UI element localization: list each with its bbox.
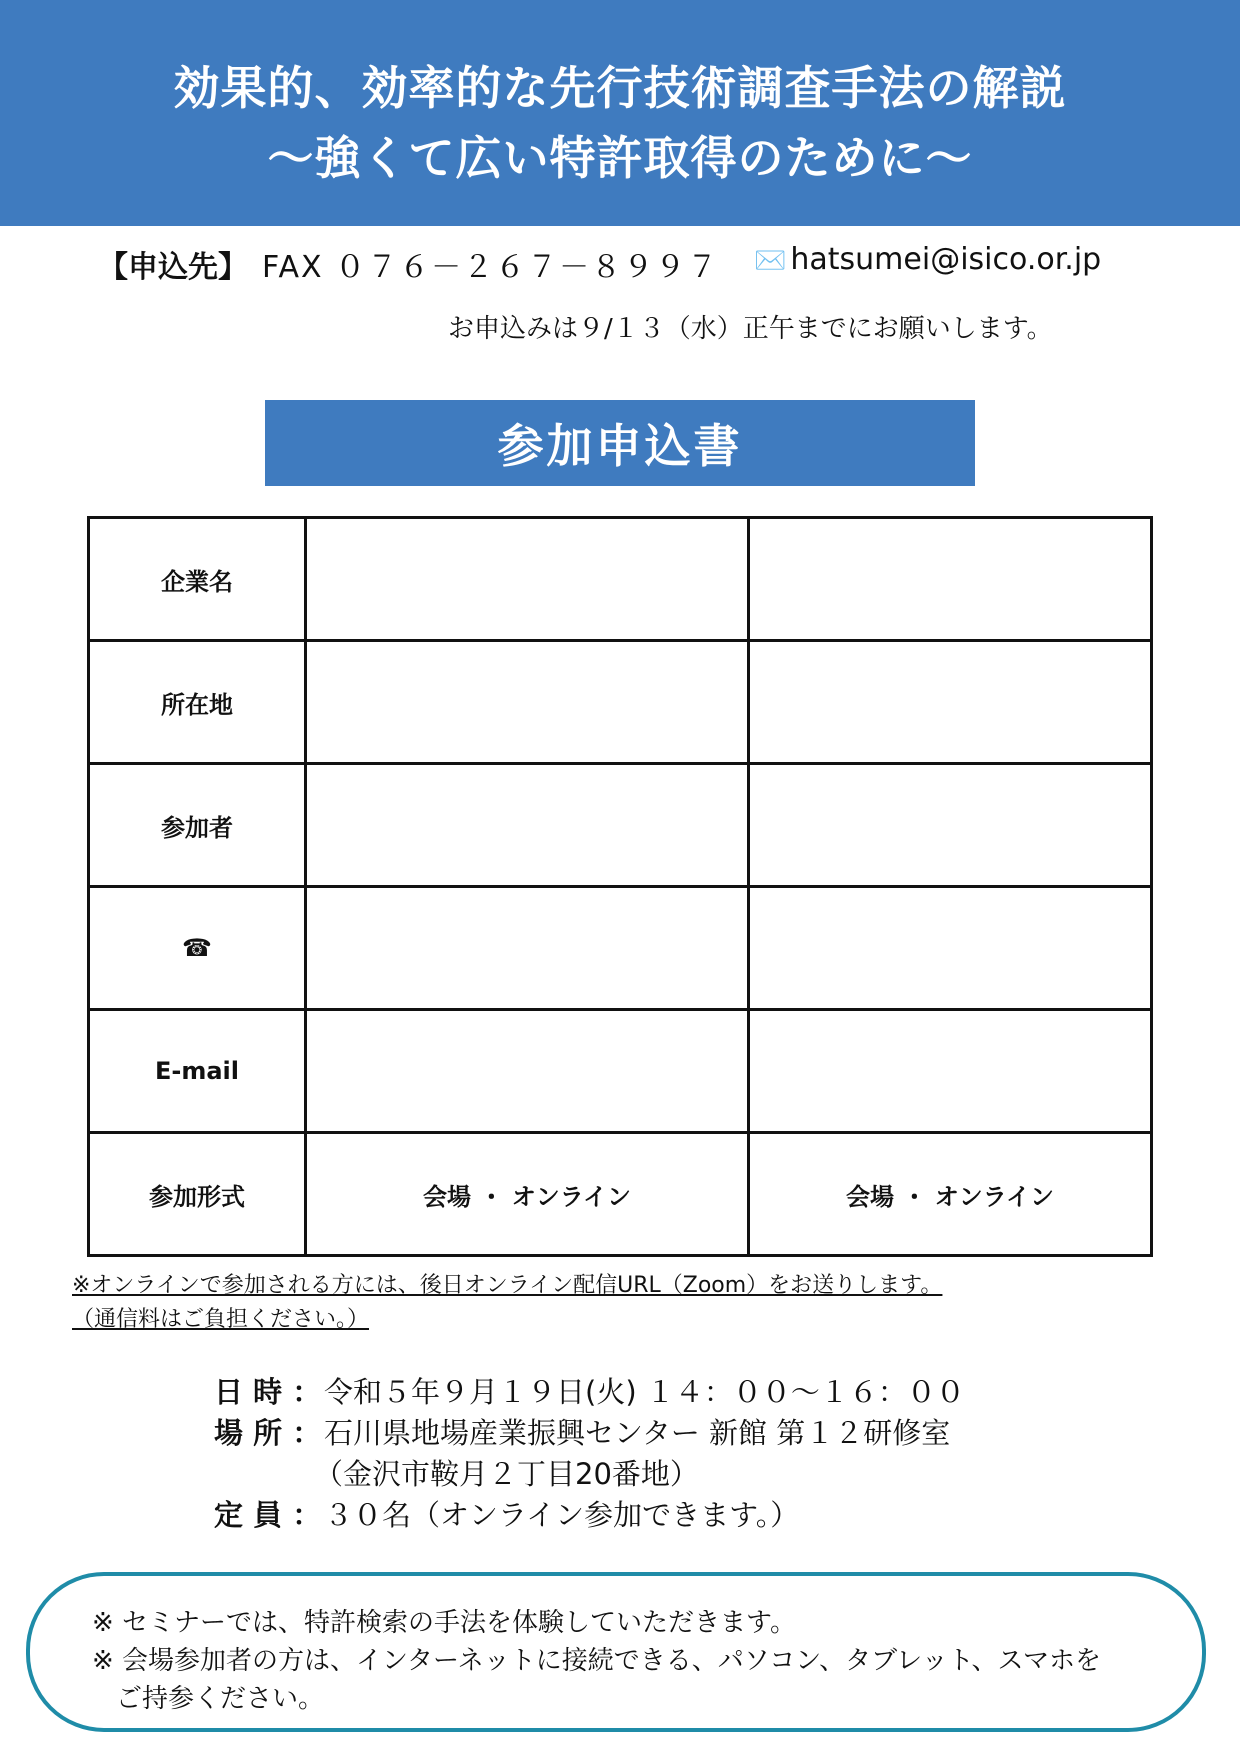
place-label: 場 所 ： [214, 1416, 322, 1450]
company-field-1[interactable] [306, 518, 749, 641]
event-details [214, 1372, 965, 1536]
row-label-email: E-mail [89, 1010, 306, 1133]
envelope-icon: ✉️ [754, 246, 787, 276]
email-contact [754, 242, 1101, 277]
address-field-1[interactable] [306, 641, 749, 764]
page-title: 効果的、効率的な先行技術調査手法の解説 [173, 61, 1067, 115]
address-value: （金沢市鞍月２丁目20番地） [314, 1457, 699, 1491]
table-row [89, 1133, 1152, 1256]
row-label-format: 参加形式 [89, 1133, 306, 1256]
place-row [214, 1413, 965, 1454]
table-row [89, 887, 1152, 1010]
email-field-1[interactable] [306, 1010, 749, 1133]
address-row [214, 1454, 965, 1495]
fax-contact [98, 242, 719, 286]
row-label-phone: ☎ [182, 934, 212, 962]
row-label-company: 企業名 [89, 518, 306, 641]
date-label: 日 時 ： [214, 1375, 322, 1409]
title-banner [0, 0, 1240, 226]
notice-box [26, 1572, 1206, 1732]
application-form-table [87, 516, 1153, 1257]
table-row [89, 1010, 1152, 1133]
phone-field-1[interactable] [306, 887, 749, 1010]
notice-line-3: ご持参ください。 [116, 1684, 325, 1714]
table-row [89, 764, 1152, 887]
row-label-participant: 参加者 [89, 764, 306, 887]
fax-number: FAX ０７６－２６７－８９９７ [262, 250, 720, 285]
notice-line-2: ※ 会場参加者の方は、インターネットに接続できる、パソコン、タブレット、スマホを [92, 1646, 1101, 1676]
capacity-row [214, 1495, 965, 1536]
participant-field-2[interactable] [749, 764, 1152, 887]
row-label-address: 所在地 [89, 641, 306, 764]
phone-icon [89, 887, 306, 1010]
participant-field-1[interactable] [306, 764, 749, 887]
online-note: ※オンラインで参加される方には、後日オンライン配信URL（Zoom）をお送りします。 [72, 1273, 943, 1298]
capacity-label: 定 員 ： [214, 1498, 322, 1532]
phone-field-2[interactable] [749, 887, 1152, 1010]
company-field-2[interactable] [749, 518, 1152, 641]
page-subtitle: ～強くて広い特許取得のために～ [267, 131, 973, 185]
address-field-2[interactable] [749, 641, 1152, 764]
destination-label: 【申込先】 [98, 250, 248, 285]
table-row [89, 518, 1152, 641]
deadline-text: お申込みは９/１３（水）正午までにお願いします。 [448, 314, 1053, 344]
date-value: 令和５年９月１９日(火) １４：００～１６：００ [324, 1375, 965, 1409]
format-choice-1[interactable]: 会場 ・ オンライン [306, 1133, 749, 1256]
table-row [89, 641, 1152, 764]
format-choice-2[interactable]: 会場 ・ オンライン [749, 1133, 1152, 1256]
email-address[interactable]: hatsumei@isico.or.jp [790, 242, 1102, 277]
fee-note: （通信料はご負担ください。） [72, 1307, 370, 1332]
form-title: 参加申込書 [265, 400, 975, 486]
date-row [214, 1372, 965, 1413]
email-field-2[interactable] [749, 1010, 1152, 1133]
capacity-value: ３０名（オンライン参加できます。） [324, 1498, 800, 1532]
place-value: 石川県地場産業振興センター 新館 第１２研修室 [324, 1416, 951, 1450]
notice-line-1: ※ セミナーでは、特許検索の手法を体験していただきます。 [92, 1608, 796, 1638]
